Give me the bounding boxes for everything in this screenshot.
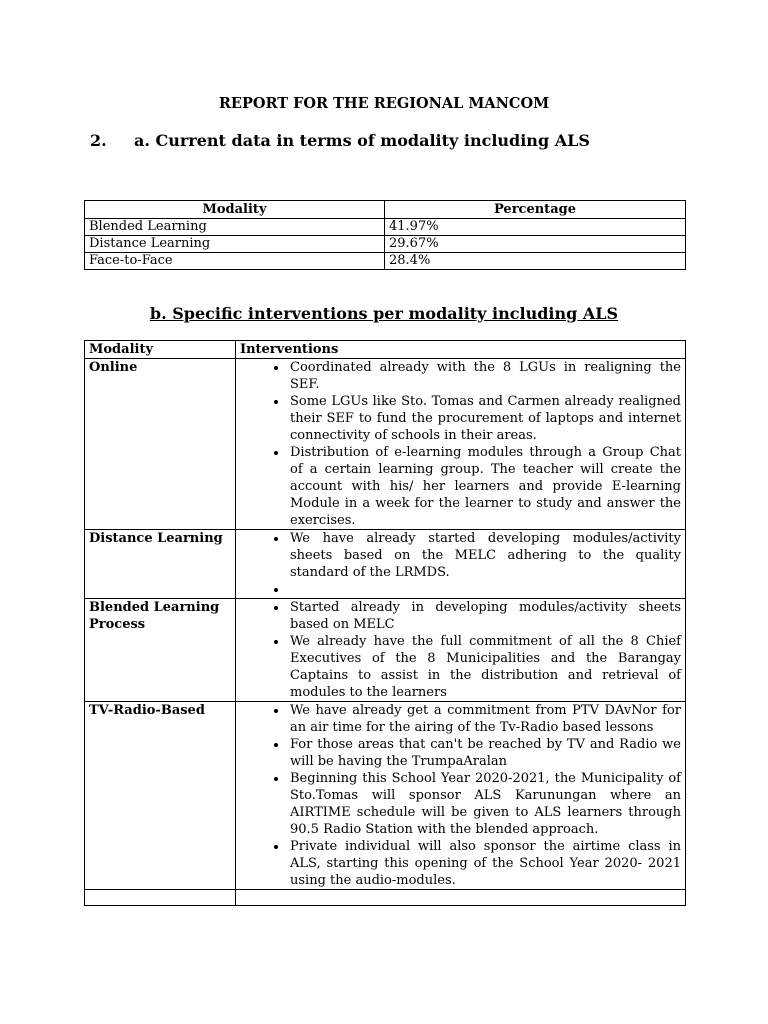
percentage-cell: 29.67%: [385, 236, 686, 253]
modality-cell: Distance Learning: [85, 530, 236, 599]
list-item: • Beginning this School Year 2020-2021, the Municipality of Sto.Tomas will sponsor ALS Karunungan where an AIRTIME schedule will be given to ALS learners through 90.5 Radio Station with the blended approach.: [288, 770, 681, 838]
list-item: • We have already get a commitment from PTV DAvNor for an air time for the airing of the Tv-Radio based lessons: [288, 702, 681, 736]
interventions-list: [240, 702, 681, 889]
list-item: • We have already started developing modules/activity sheets based on the MELC adhering to the quality standard of the LRMDS.: [288, 530, 681, 581]
list-item-empty: [288, 581, 681, 598]
empty-cell: [85, 890, 236, 906]
list-item: • Started already in developing modules/activity sheets based on MELC: [288, 599, 681, 633]
interventions-cell: [236, 530, 686, 599]
interventions-list: [240, 359, 681, 529]
list-item: • For those areas that can't be reached by TV and Radio we will be having the TrumpaAralan: [288, 736, 681, 770]
column-header-modality: Modality: [85, 201, 385, 219]
modality-cell: Blended Learning: [85, 219, 385, 236]
list-item: • Some LGUs like Sto. Tomas and Carmen already realigned their SEF to fund the procurement of laptops and internet connectivity of schools in their areas.: [288, 393, 681, 444]
list-item: • Coordinated already with the 8 LGUs in realigning the SEF.: [288, 359, 681, 393]
interventions-list: [240, 530, 681, 598]
table-row: [85, 219, 686, 236]
table-row: [85, 359, 686, 530]
list-item: • Private individual will also sponsor the airtime class in ALS, starting this opening of the School Year 2020- 2021 using the audio-modules.: [288, 838, 681, 889]
interventions-list: [240, 599, 681, 701]
interventions-table: [84, 340, 686, 906]
list-item: • We already have the full commitment of all the 8 Chief Executives of the 8 Municipalities and the Barangay Captains to assist in the distribution and retrieval of modules to the learners: [288, 633, 681, 701]
column-header-interventions: Interventions: [236, 341, 686, 359]
section-a-heading: [90, 131, 590, 150]
interventions-cell: [236, 599, 686, 702]
modality-cell: Distance Learning: [85, 236, 385, 253]
section-a-text: a. Current data in terms of modality including ALS: [134, 131, 590, 150]
section-b-heading: b. Specific interventions per modality including ALS: [149, 304, 619, 323]
modality-cell: Blended Learning Process: [85, 599, 236, 702]
modality-percentage-table: [84, 200, 686, 270]
table-row: [85, 599, 686, 702]
percentage-cell: 41.97%: [385, 219, 686, 236]
list-item: • Distribution of e-learning modules through a Group Chat of a certain learning group. The teacher will create the account with his/ her learners and provide E-learning Module in a week for the learner to study and answer the exercises.: [288, 444, 681, 529]
modality-cell: Online: [85, 359, 236, 530]
report-title: REPORT FOR THE REGIONAL MANCOM: [218, 95, 550, 112]
table-row-empty: [85, 890, 686, 906]
table-row: [85, 702, 686, 890]
table-header-row: [85, 201, 686, 219]
table-row: [85, 253, 686, 270]
modality-cell: TV-Radio-Based: [85, 702, 236, 890]
percentage-cell: 28.4%: [385, 253, 686, 270]
interventions-cell: [236, 359, 686, 530]
table-row: [85, 530, 686, 599]
table-header-row: [85, 341, 686, 359]
column-header-percentage: Percentage: [385, 201, 686, 219]
modality-cell: Face-to-Face: [85, 253, 385, 270]
column-header-modality: Modality: [85, 341, 236, 359]
table-row: [85, 236, 686, 253]
interventions-cell: [236, 702, 686, 890]
empty-cell: [236, 890, 686, 906]
section-number: 2.: [90, 131, 107, 150]
